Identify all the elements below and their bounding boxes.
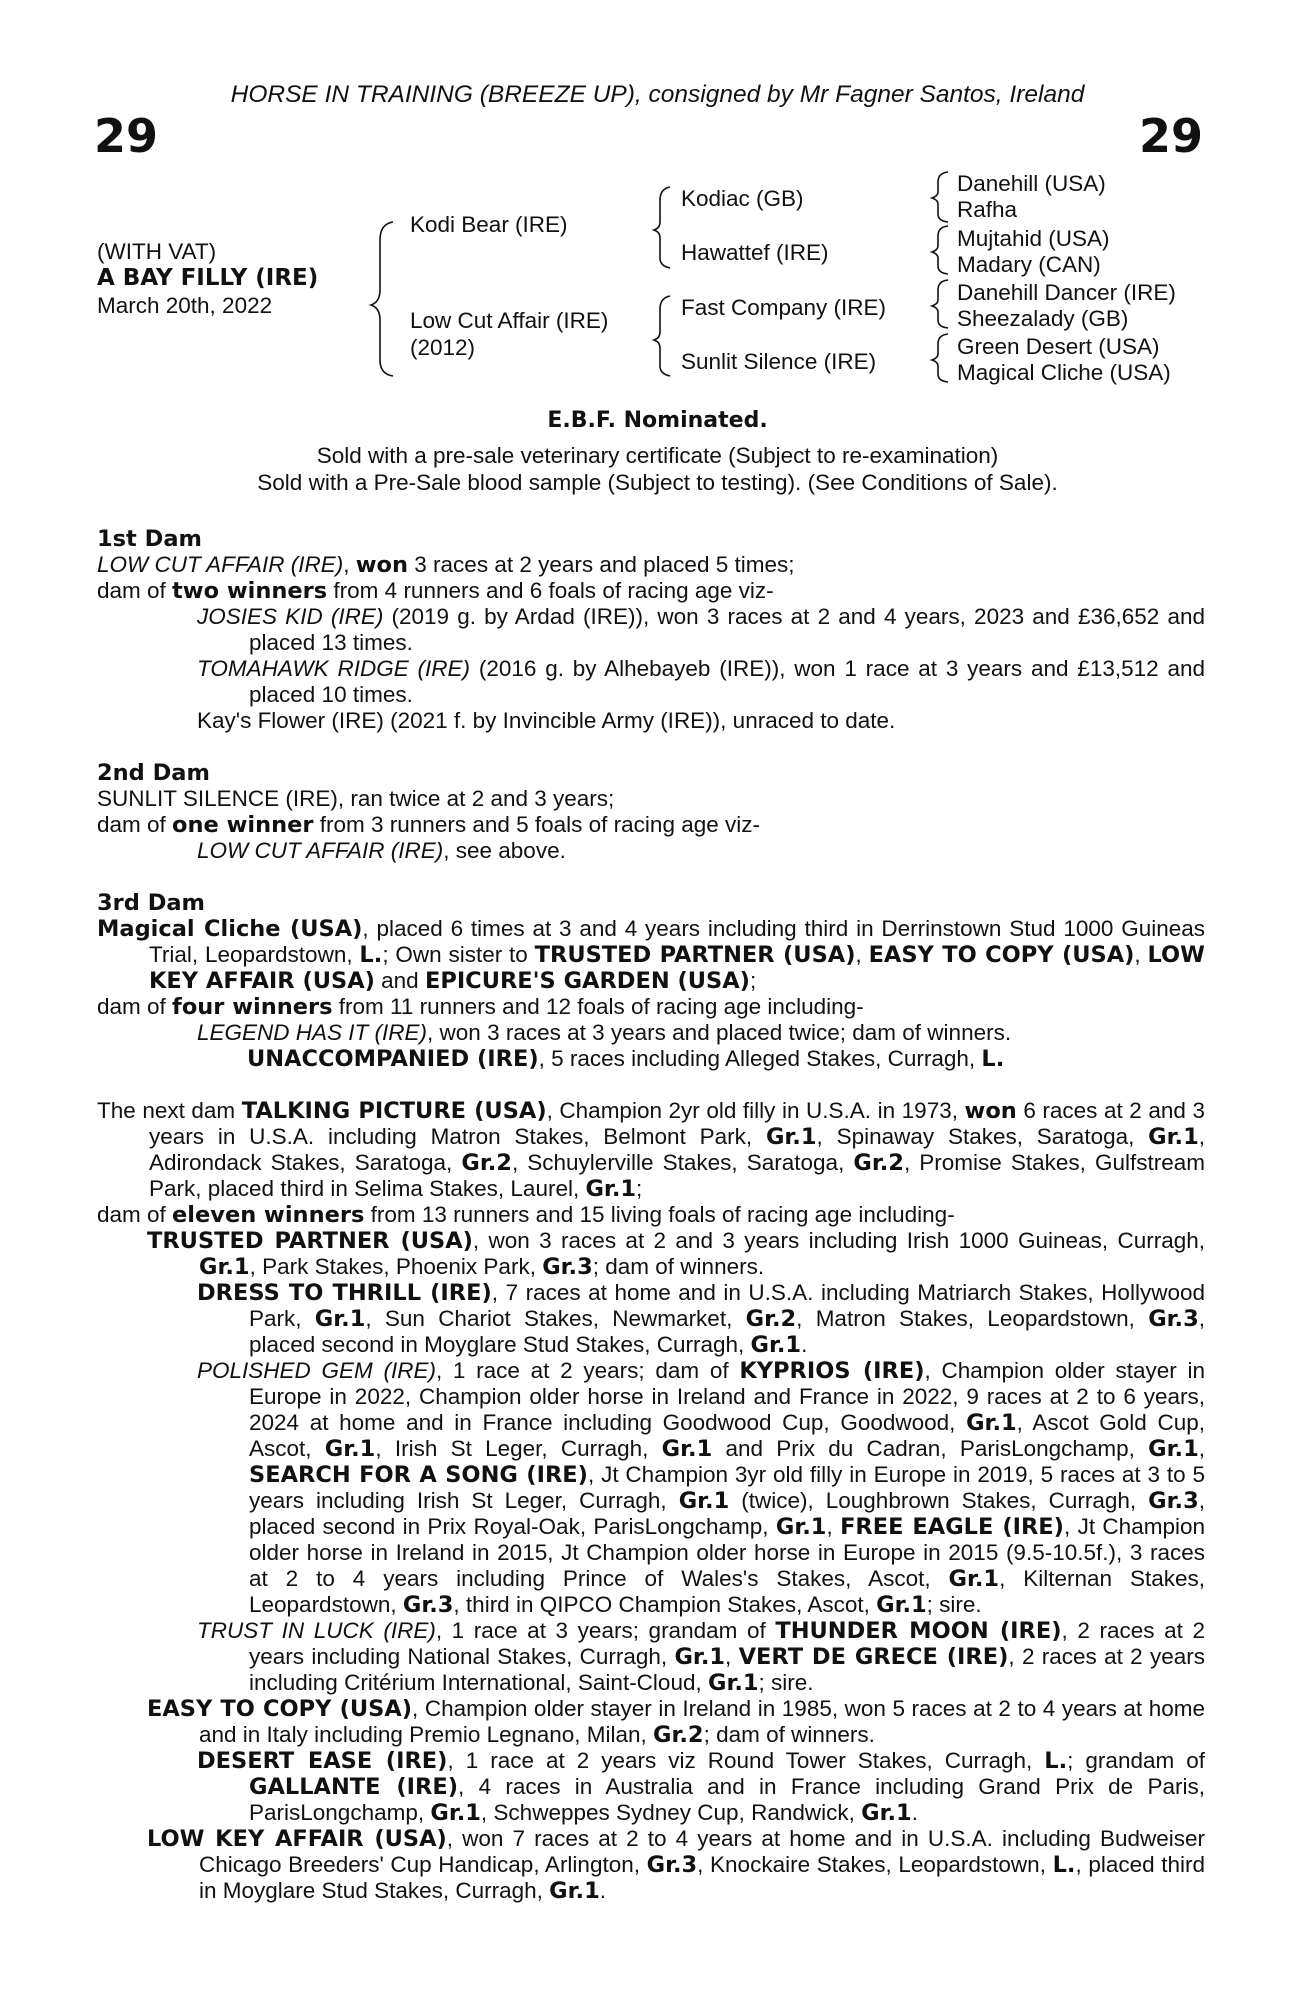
- produce-easy-to-copy: EASY TO COPY (USA), Champion older stayer in Ireland in 1985, won 5 races at 2 to 4 years at home and in Italy including Premio Legnano, Milan, Gr.2; dam of winners.: [147, 1696, 1205, 1748]
- pedigree-dam-sire: Fast Company (IRE): [681, 295, 887, 320]
- pedigree-dam: Low Cut Affair (IRE): [410, 308, 609, 333]
- pedigree-ddd: Magical Cliche (USA): [957, 360, 1171, 385]
- pedigree-dam-dam: Sunlit Silence (IRE): [681, 349, 877, 374]
- produce-low-cut-affair: LOW CUT AFFAIR (IRE), see above.: [197, 838, 566, 863]
- produce-trusted-partner: TRUSTED PARTNER (USA), won 3 races at 2 and 3 years including Irish 1000 Guineas, Curragh, Gr.1, Park Stakes, Phoenix Park, Gr.3; dam of winners.: [147, 1228, 1205, 1280]
- pedigree-dds: Green Desert (USA): [957, 334, 1160, 359]
- first-dam-produce-line: dam of two winners from 4 runners and 6 foals of racing age viz-: [97, 578, 774, 604]
- next-dam-line: The next dam TALKING PICTURE (USA), Champion 2yr old filly in U.S.A. in 1973, won 6 races at 2 and 3 years in U.S.A. including Matron Stakes, Belmont Park, Gr.1, Spinaway Stakes, Saratoga, Gr.1, Adirondack Stakes, Saratoga, Gr.2, Schuylerville Stakes, Saratoga, Gr.2, Promise Stakes, Gulfstream Park, placed third in Selima Stakes, Laurel, Gr.1;: [97, 1098, 1205, 1202]
- pedigree-sdd: Madary (CAN): [957, 252, 1101, 277]
- vat-note: (WITH VAT): [97, 239, 217, 264]
- vet-certificate-note: Sold with a pre-sale veterinary certificate (Subject to re-examination): [316, 443, 999, 468]
- produce-polished-gem: POLISHED GEM (IRE), 1 race at 2 years; dam of KYPRIOS (IRE), Champion older stayer in Europe in 2022, Champion older horse in Ireland and France in 2022, 9 races at 2 to 6 years, 2024 at home and in France including Goodwood Cup, Goodwood, Gr.1, Ascot Gold Cup, Ascot, Gr.1, Irish St Leger, Curragh, Gr.1 and Prix du Cadran, ParisLongchamp, Gr.1, SEARCH FOR A SONG (IRE), Jt Champion 3yr old filly in Europe in 2019, 5 races at 3 to 5 years including Irish St Leger, Curragh, Gr.1 (twice), Loughbrown Stakes, Curragh, Gr.3, placed second in Prix Royal-Oak, ParisLongchamp, Gr.1, FREE EAGLE (IRE), Jt Champion older horse in Ireland in 2015, Jt Champion older horse in Europe in 2015 (9.5-10.5f.), 3 races at 2 to 4 years including Prince of Wales's Stakes, Ascot, Gr.1, Kilternan Stakes, Leopardstown, Gr.3, third in QIPCO Champion Stakes, Ascot, Gr.1; sire.: [197, 1358, 1206, 1618]
- produce-kays-flower: Kay's Flower (IRE) (2021 f. by Invincible Army (IRE)), unraced to date.: [197, 708, 896, 733]
- pedigree-sire: Kodi Bear (IRE): [410, 212, 568, 237]
- third-dam-produce-line: dam of four winners from 11 runners and 12 foals of racing age including-: [97, 994, 864, 1020]
- foaling-date: March 20th, 2022: [97, 293, 273, 318]
- third-dam-line: Magical Cliche (USA), placed 6 times at 3 and 4 years including third in Derrinstown Stud 1000 Guineas Trial, Leopardstown, L.; Own sister to TRUSTED PARTNER (USA), EASY TO COPY (USA), LOW KEY AFFAIR (USA) and EPICURE'S GARDEN (USA);: [97, 916, 1205, 994]
- second-dam-line: SUNLIT SILENCE (IRE), ran twice at 2 and 3 years;: [97, 786, 615, 811]
- second-dam-heading: 2nd Dam: [97, 760, 210, 786]
- produce-unaccompanied: UNACCOMPANIED (IRE), 5 races including Alleged Stakes, Curragh, L.: [247, 1046, 1005, 1072]
- produce-trust-in-luck: TRUST IN LUCK (IRE), 1 race at 3 years; grandam of THUNDER MOON (IRE), 2 races at 2 years including National Stakes, Curragh, Gr.1, VERT DE GRECE (IRE), 2 races at 2 years including Critérium International, Saint-Cloud, Gr.1; sire.: [197, 1618, 1206, 1696]
- first-dam-heading: 1st Dam: [97, 526, 202, 552]
- pedigree-ssd: Rafha: [957, 197, 1018, 222]
- produce-desert-ease: DESERT EASE (IRE), 1 race at 2 years viz Round Tower Stakes, Curragh, L.; grandam of GALLANTE (IRE), 4 races in Australia and in France including Grand Prix de Paris, ParisLongchamp, Gr.1, Schweppes Sydney Cup, Randwick, Gr.1.: [197, 1748, 1206, 1826]
- ebf-nominated: E.B.F. Nominated.: [547, 408, 768, 433]
- pedigree-sds: Mujtahid (USA): [957, 226, 1110, 251]
- catalogue-body: [97, 526, 1205, 1904]
- next-dam-produce-line: dam of eleven winners from 13 runners and 15 living foals of racing age including-: [97, 1202, 955, 1228]
- pedigree-sire-dam: Hawattef (IRE): [681, 240, 829, 265]
- first-dam-line: LOW CUT AFFAIR (IRE), won 3 races at 2 years and placed 5 times;: [97, 552, 795, 578]
- blood-sample-note: Sold with a Pre-Sale blood sample (Subject to testing). (See Conditions of Sale).: [257, 470, 1058, 495]
- lot-number-right: 29: [1138, 109, 1203, 163]
- third-dam-heading: 3rd Dam: [97, 890, 205, 916]
- pedigree-dss: Danehill Dancer (IRE): [957, 280, 1176, 305]
- pedigree-sss: Danehill (USA): [957, 171, 1106, 196]
- pedigree-dam-year: (2012): [410, 335, 476, 360]
- lot-number-left: 29: [94, 109, 159, 163]
- produce-josies-kid: JOSIES KID (IRE) (2019 g. by Ardad (IRE)), won 3 races at 2 and 4 years, 2023 and £36,652 and placed 13 times.: [197, 604, 1205, 655]
- produce-legend-has-it: LEGEND HAS IT (IRE), won 3 races at 3 years and placed twice; dam of winners.: [197, 1020, 1012, 1045]
- pedigree-sire-sire: Kodiac (GB): [681, 186, 804, 211]
- pedigree-dsd: Sheezalady (GB): [957, 306, 1129, 331]
- produce-low-key-affair: LOW KEY AFFAIR (USA), won 7 races at 2 to 4 years at home and in U.S.A. including Budweiser Chicago Breeders' Cup Handicap, Arlington, Gr.3, Knockaire Stakes, Leopardstown, L., placed third in Moyglare Stud Stakes, Curragh, Gr.1.: [147, 1826, 1205, 1904]
- page-header: HORSE IN TRAINING (BREEZE UP), consigned by Mr Fagner Santos, Ireland: [230, 81, 1085, 108]
- horse-name: A BAY FILLY (IRE): [97, 265, 319, 291]
- produce-tomahawk-ridge: TOMAHAWK RIDGE (IRE) (2016 g. by Alhebayeb (IRE)), won 1 race at 3 years and £13,512 and placed 10 times.: [197, 656, 1205, 707]
- second-dam-produce-line: dam of one winner from 3 runners and 5 foals of racing age viz-: [97, 812, 760, 838]
- produce-dress-to-thrill: DRESS TO THRILL (IRE), 7 races at home and in U.S.A. including Matriarch Stakes, Hollywood Park, Gr.1, Sun Chariot Stakes, Newmarket, Gr.2, Matron Stakes, Leopardstown, Gr.3, placed second in Moyglare Stud Stakes, Curragh, Gr.1.: [197, 1280, 1206, 1358]
